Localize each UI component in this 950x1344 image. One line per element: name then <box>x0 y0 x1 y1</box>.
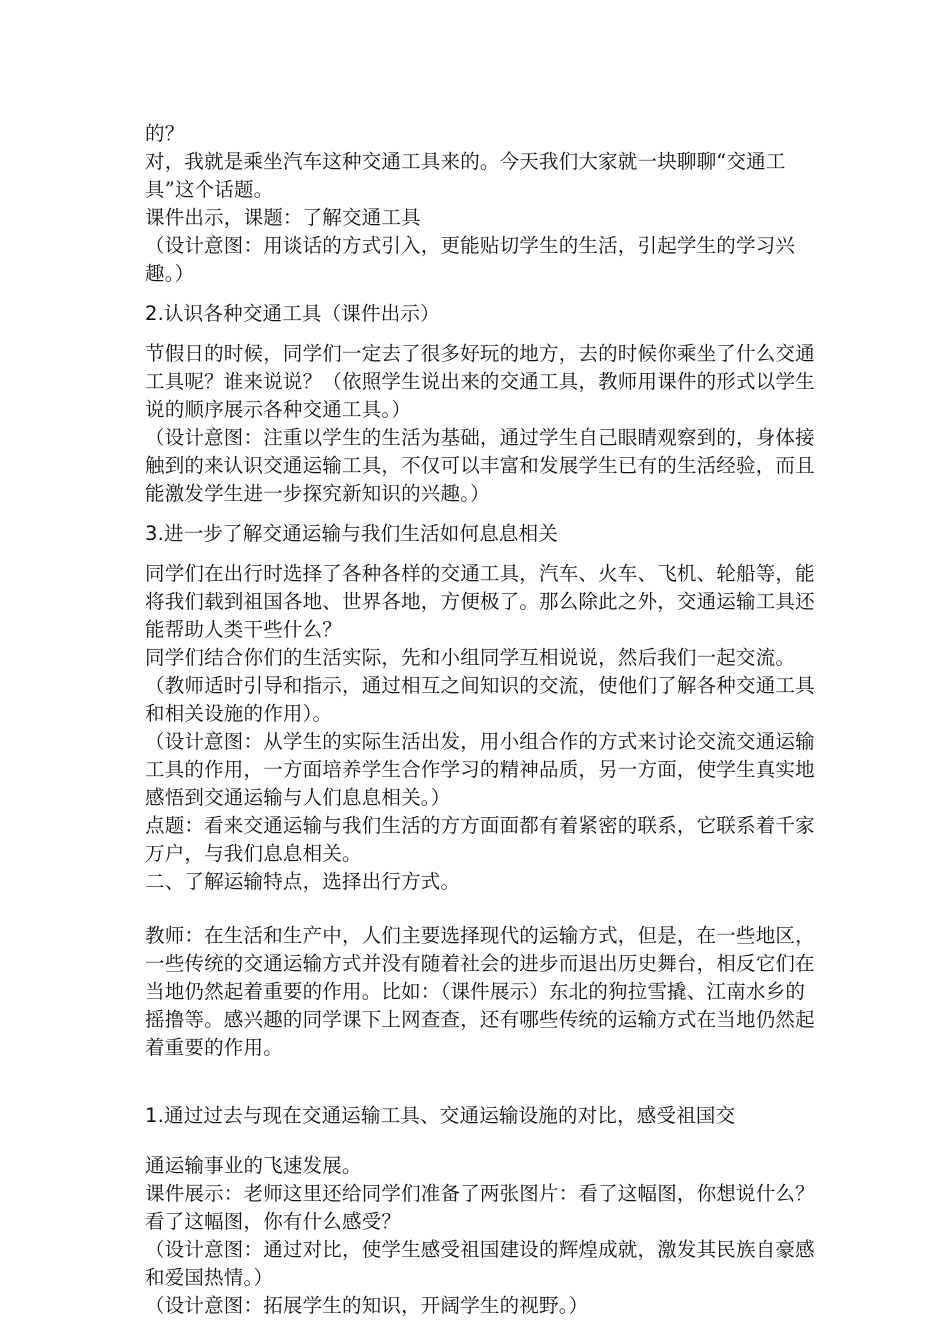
paragraph: 点题：看来交通运输与我们生活的方方面面都有着紧密的联系，它联系着千家万户，与我们息息相关。 <box>145 814 815 865</box>
paragraph: 同学们结合你们的生活实际，先和小组同学互相说说，然后我们一起交流。（教师适时引导和指示，通过相互之间知识的交流，使他们了解各种交通工具和相关设施的作用）。 <box>145 646 815 725</box>
section-heading: 3.进一步了解交通运输与我们生活如何息息相关 <box>145 522 559 545</box>
design-intent-note: （设计意图：从学生的实际生活出发，用小组合作的方式来讨论交流交通运输工具的作用，一方面培养学生合作学习的精神品质，另一方面，使学生真实地感悟到交通运输与人们息息相关。） <box>145 730 815 809</box>
section-heading: 1.通过过去与现在交通运输工具、交通运输设施的对比，感受祖国交 <box>145 1104 736 1127</box>
design-intent-note: （设计意图：用谈话的方式引入，更能贴切学生的生活，引起学生的学习兴趣。） <box>145 234 796 285</box>
paragraph: 对，我就是乘坐汽车这种交通工具来的。今天我们大家就一块聊聊“交通工具”这个话题。 <box>145 150 786 201</box>
paragraph: 教师：在生活和生产中，人们主要选择现代的运输方式，但是，在一些地区，一些传统的交通运输方式并没有随着社会的进步而退出历史舞台，相反它们在当地仍然起着重要的作用。比如：（课件展示）东北的狗拉雪撬、江南水乡的摇撸等。感兴趣的同学课下上网查查，还有哪些传统的运输方式在当地仍然起着重要的作用。 <box>145 924 815 1059</box>
document-body <box>145 120 815 1320</box>
paragraph: 通运输事业的飞速发展。 <box>145 1154 362 1177</box>
design-intent-note: （设计意图：拓展学生的知识，开阔学生的视野。） <box>145 1294 589 1317</box>
paragraph: 同学们在出行时选择了各种各样的交通工具，汽车、火车、飞机、轮船等，能将我们载到祖国各地、世界各地，方便极了。那么除此之外，交通运输工具还能帮助人类干些什么？ <box>145 562 815 641</box>
design-intent-note: （设计意图：通过对比，使学生感受祖国建设的辉煌成就，激发其民族自豪感和爱国热情。） <box>145 1238 815 1289</box>
section-heading: 2.认识各种交通工具（课件出示） <box>145 302 440 325</box>
design-intent-note: （设计意图：注重以学生的生活为基础，通过学生自己眼睛观察到的，身体接触到的来认识交通运输工具，不仅可以丰富和发展学生已有的生活经验，而且能激发学生进一步探究新知识的兴趣。） <box>145 426 815 505</box>
subsection-heading: 二、了解运输特点，选择出行方式。 <box>145 870 461 893</box>
paragraph: 节假日的时候，同学们一定去了很多好玩的地方，去的时候你乘坐了什么交通工具呢？谁来说说？（依照学生说出来的交通工具，教师用课件的形式以学生说的顺序展示各种交通工具。） <box>145 342 815 421</box>
paragraph: 课件展示：老师这里还给同学们准备了两张图片：看了这幅图，你想说什么？看了这幅图，你有什么感受？ <box>145 1182 815 1233</box>
paragraph: 的？ <box>145 122 185 145</box>
paragraph: 课件出示，课题：了解交通工具 <box>145 206 421 229</box>
